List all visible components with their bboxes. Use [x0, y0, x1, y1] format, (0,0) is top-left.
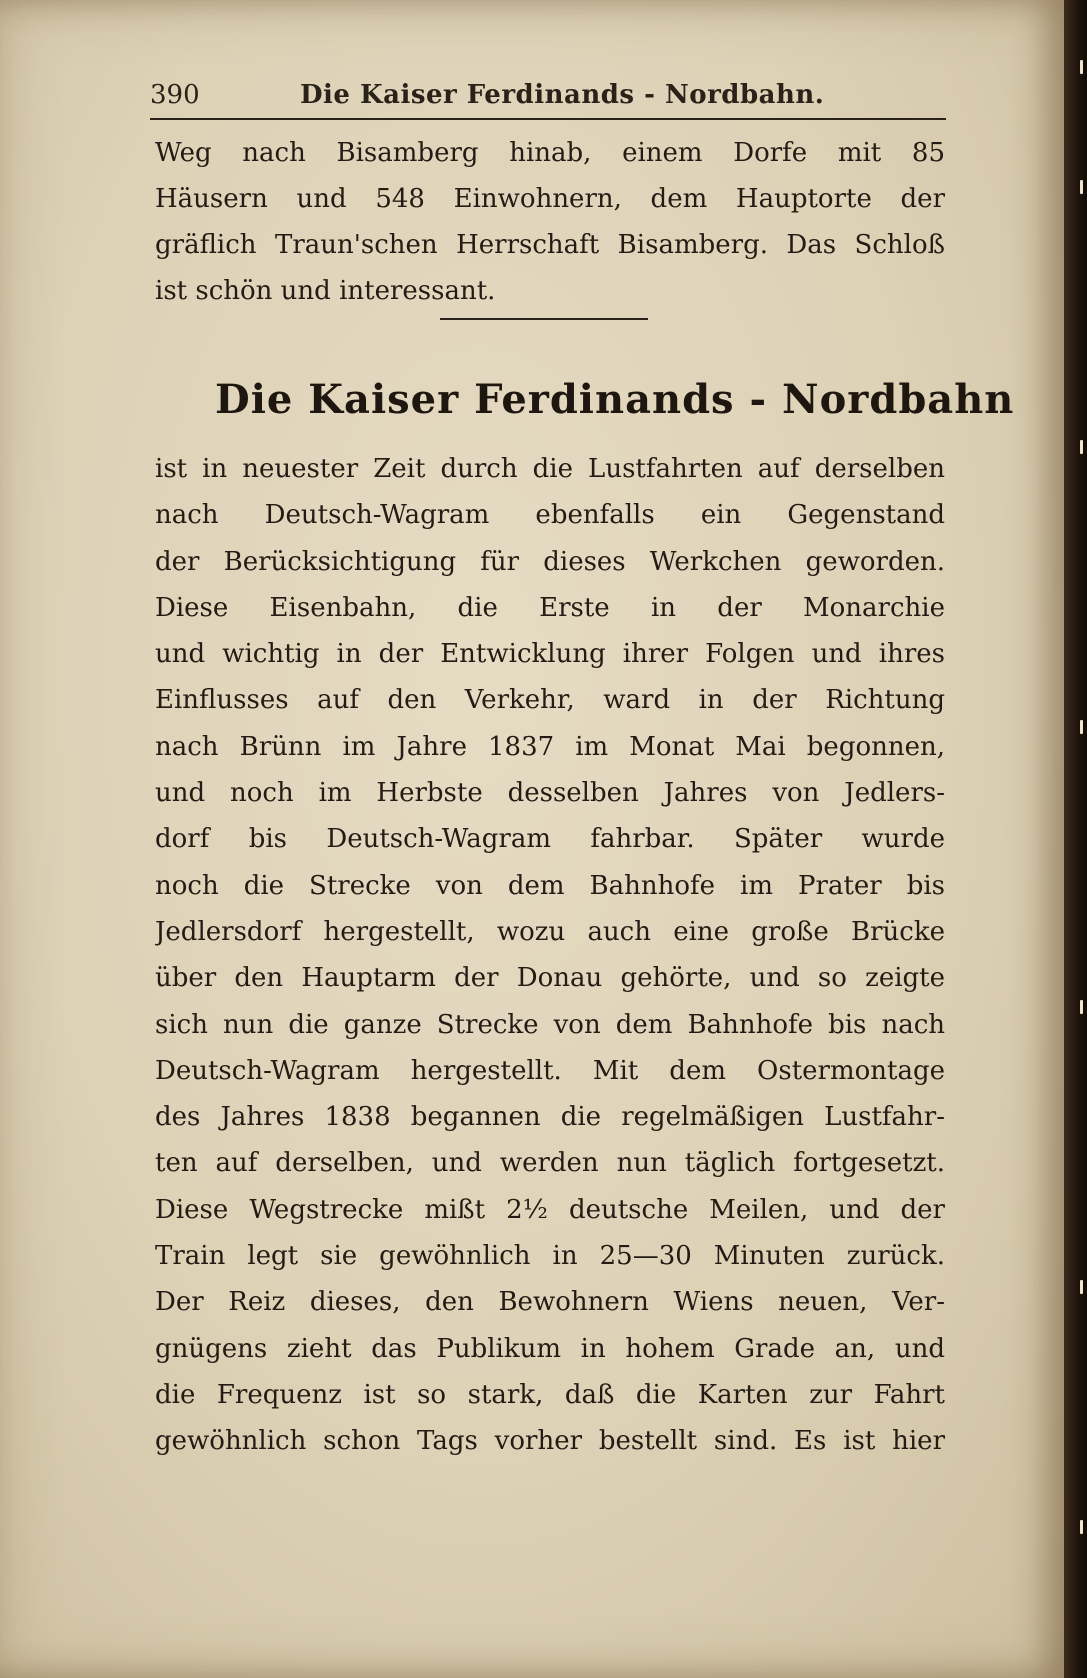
page-header	[150, 78, 946, 120]
binding-stitch	[1080, 1520, 1083, 1534]
text-line: Deutsch-Wagram hergestellt. Mit dem Ostermontage	[155, 1055, 945, 1086]
intro-paragraph	[155, 130, 945, 314]
text-line: ist schön und interessant.	[155, 276, 496, 306]
text-line: gräflich Traun'schen Herrschaft Bisamberg. Das Schloß	[155, 230, 945, 260]
text-line: nach Brünn im Jahre 1837 im Monat Mai begonnen,	[155, 731, 945, 762]
text-line: Train legt sie gewöhnlich in 25—30 Minuten zurück.	[155, 1241, 945, 1272]
binding-stitch	[1080, 1000, 1083, 1014]
text-line: nach Deutsch-Wagram ebenfalls ein Gegenstand	[155, 500, 945, 531]
text-line: ten auf derselben, und werden nun täglich fortgesetzt.	[155, 1148, 945, 1179]
text-line: noch die Strecke von dem Bahnhofe im Prater bis	[155, 870, 945, 901]
text-line: dorf bis Deutsch-Wagram fahrbar. Später wurde	[155, 824, 945, 855]
text-line: Einflusses auf den Verkehr, ward in der Richtung	[155, 685, 945, 716]
text-line: gewöhnlich schon Tags vorher bestellt sind. Es ist hier	[155, 1426, 945, 1457]
text-line: der Berücksichtigung für dieses Werkchen geworden.	[155, 546, 945, 577]
body-paragraph	[155, 446, 945, 1465]
binding-stitch	[1080, 180, 1083, 194]
text-line: Weg nach Bisamberg hinab, einem Dorfe mit 85	[155, 138, 945, 168]
binding-stitch	[1080, 720, 1083, 734]
book-spine	[1064, 0, 1087, 1678]
text-line: und noch im Herbste desselben Jahres von Jedlers-	[155, 778, 945, 809]
text-line: des Jahres 1838 begannen die regelmäßigen Lustfahr-	[155, 1102, 945, 1133]
page-number: 390	[150, 80, 200, 110]
text-line: Häusern und 548 Einwohnern, dem Hauptorte der	[155, 184, 945, 214]
binding-stitch	[1080, 60, 1083, 74]
text-line: über den Hauptarm der Donau gehörte, und so zeigte	[155, 963, 945, 994]
text-line: gnügens zieht das Publikum in hohem Grade an, und	[155, 1333, 945, 1364]
binding-stitch	[1080, 440, 1083, 454]
running-title: Die Kaiser Ferdinands - Nordbahn.	[300, 80, 825, 110]
text-line: Diese Eisenbahn, die Erste in der Monarchie	[155, 592, 945, 623]
text-line: Der Reiz dieses, den Bewohnern Wiens neuen, Ver-	[155, 1287, 945, 1318]
text-line: sich nun die ganze Strecke von dem Bahnhofe bis nach	[155, 1009, 945, 1040]
binding-stitch	[1080, 1280, 1083, 1294]
section-divider	[440, 318, 648, 320]
text-line: und wichtig in der Entwicklung ihrer Folgen und ihres	[155, 639, 945, 670]
section-heading: Die Kaiser Ferdinands - Nordbahn	[215, 376, 1015, 423]
text-line: Diese Wegstrecke mißt 2½ deutsche Meilen, und der	[155, 1194, 945, 1225]
text-line: ist in neuester Zeit durch die Lustfahrten auf derselben	[155, 454, 945, 484]
text-line: Jedlersdorf hergestellt, wozu auch eine große Brücke	[155, 916, 945, 947]
text-line: die Frequenz ist so stark, daß die Karten zur Fahrt	[155, 1379, 945, 1410]
